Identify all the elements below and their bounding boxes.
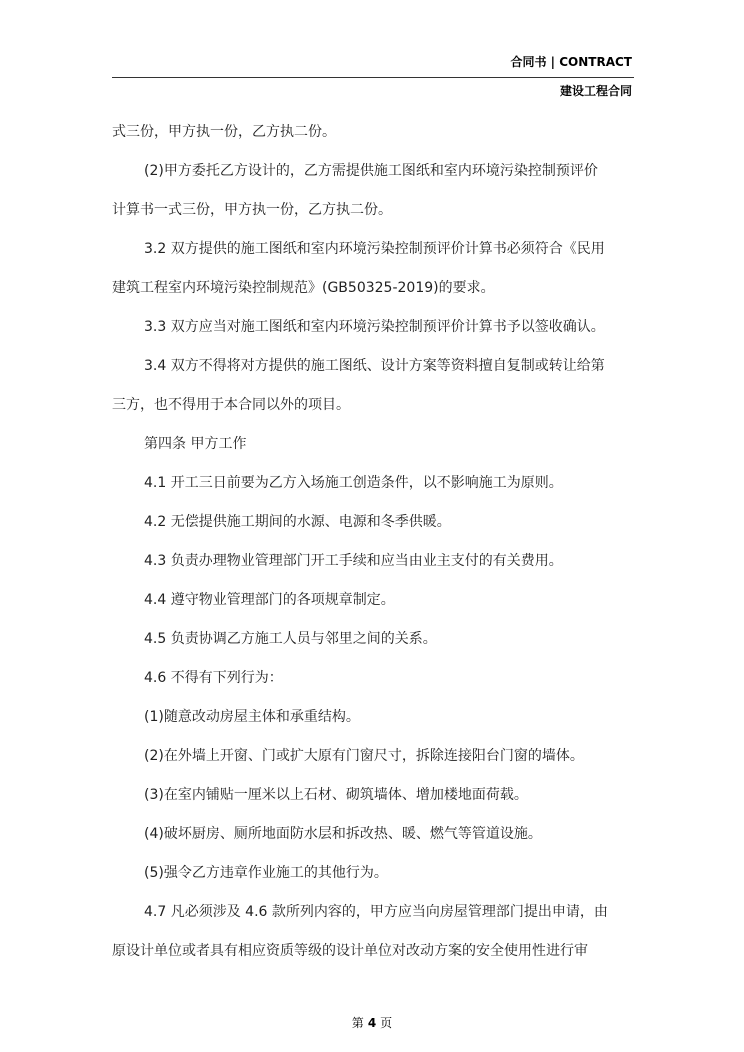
footer-prefix: 第 — [351, 1016, 364, 1030]
paragraph-line: 第四条 甲方工作 — [144, 436, 247, 452]
paragraph-line: 4.3 负责办理物业管理部门开工手续和应当由业主支付的有关费用。 — [144, 553, 563, 569]
paragraph-line: 建筑工程室内环境污染控制规范》(GB50325-2019)的要求。 — [112, 280, 495, 296]
footer-suffix: 页 — [380, 1016, 393, 1030]
page-footer — [0, 1014, 744, 1031]
paragraph-line: 4.4 遵守物业管理部门的各项规章制定。 — [144, 592, 395, 608]
paragraph-line: 原设计单位或者具有相应资质等级的设计单位对改动方案的安全使用性进行审 — [112, 943, 588, 959]
paragraph-line: 计算书一式三份，甲方执一份，乙方执二份。 — [112, 202, 392, 218]
paragraph-line: 4.7 凡必须涉及 4.6 款所列内容的，甲方应当向房屋管理部门提出申请，由 — [144, 904, 608, 920]
paragraph-line: 4.5 负责协调乙方施工人员与邻里之间的关系。 — [144, 631, 437, 647]
paragraph-line: 4.1 开工三日前要为乙方入场施工创造条件，以不影响施工为原则。 — [144, 475, 563, 491]
page-number: 4 — [367, 1016, 377, 1030]
header-subtitle: 建设工程合同 — [559, 84, 632, 98]
paragraph-line: 式三份，甲方执一份，乙方执二份。 — [112, 124, 336, 140]
paragraph-line: 3.3 双方应当对施工图纸和室内环境污染控制预评价计算书予以签收确认。 — [144, 319, 605, 335]
paragraph-line: 4.6 不得有下列行为： — [144, 670, 283, 686]
paragraph-line: (5)强令乙方违章作业施工的其他行为。 — [144, 865, 388, 881]
paragraph-line: (1)随意改动房屋主体和承重结构。 — [144, 709, 360, 725]
paragraph-line: (2)在外墙上开窗、门或扩大原有门窗尺寸，拆除连接阳台门窗的墙体。 — [144, 748, 584, 764]
document-body — [112, 113, 638, 971]
header-divider — [112, 77, 634, 78]
paragraph-line: (2)甲方委托乙方设计的，乙方需提供施工图纸和室内环境污染控制预评价 — [144, 163, 598, 179]
paragraph-line: (4)破坏厨房、厕所地面防水层和拆改热、暖、燃气等管道设施。 — [144, 826, 542, 842]
paragraph-line: 4.2 无偿提供施工期间的水源、电源和冬季供暖。 — [144, 514, 451, 530]
header-title: 合同书 | CONTRACT — [510, 55, 632, 69]
paragraph-line: (3)在室内铺贴一厘米以上石材、砌筑墙体、增加楼地面荷载。 — [144, 787, 528, 803]
paragraph-line: 三方，也不得用于本合同以外的项目。 — [112, 397, 350, 413]
paragraph-line: 3.2 双方提供的施工图纸和室内环境污染控制预评价计算书必须符合《民用 — [144, 241, 605, 257]
paragraph-line: 3.4 双方不得将对方提供的施工图纸、设计方案等资料擅自复制或转让给第 — [144, 358, 605, 374]
